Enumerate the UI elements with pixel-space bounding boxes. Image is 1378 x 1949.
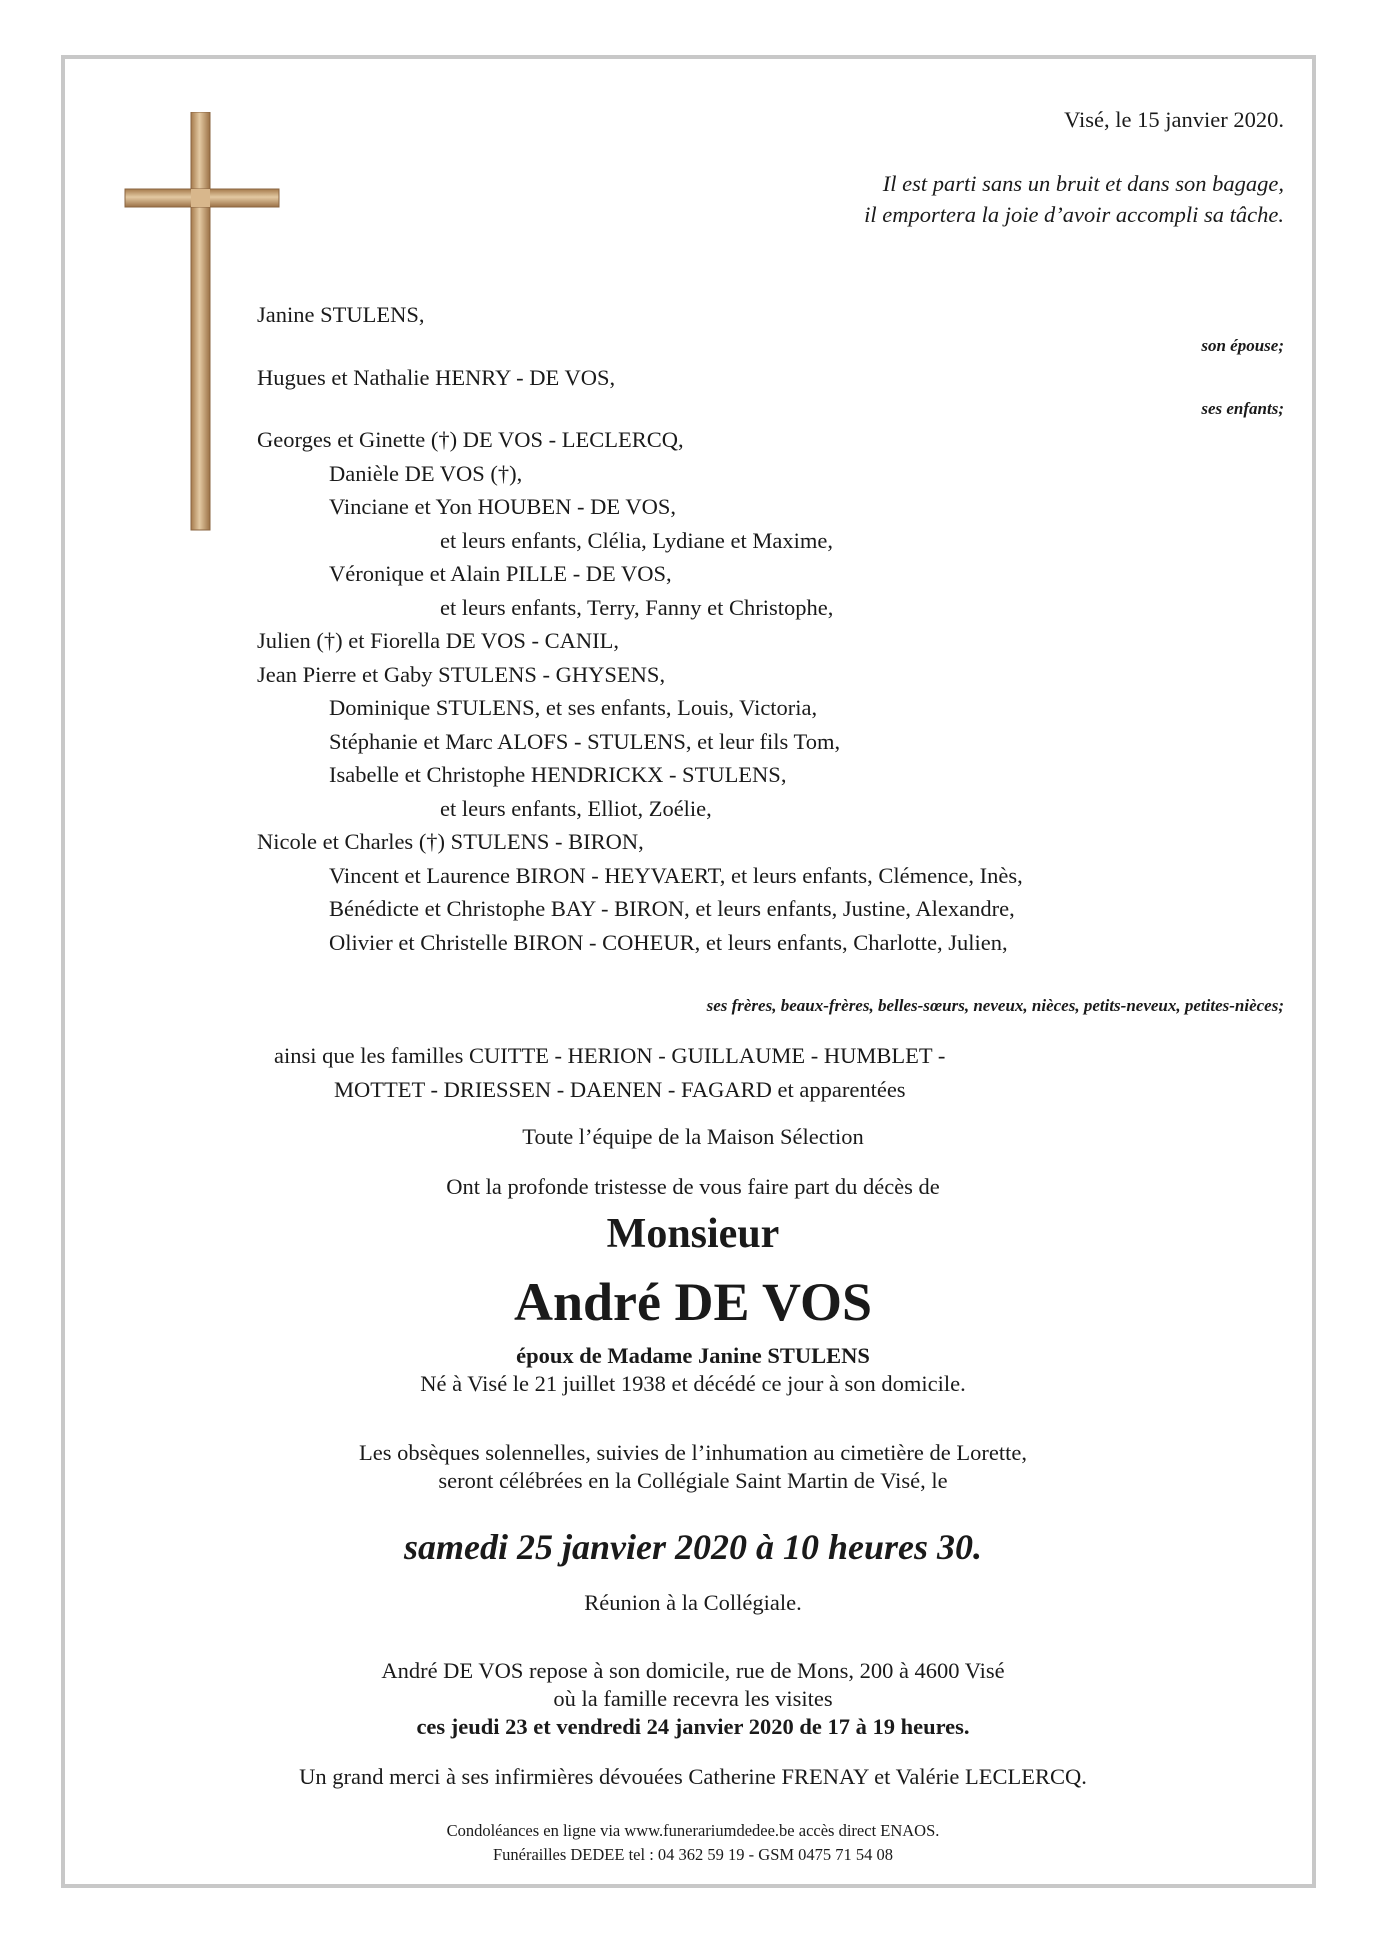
family-line: Isabelle et Christophe HENDRICKX - STULENS, (329, 762, 787, 787)
visitation-dates: ces jeudi 23 et vendredi 24 janvier 2020 de 17 à 19 heures. (416, 1714, 970, 1739)
ceremony-line-2: seront célébrées en la Collégiale Saint Martin de Visé, le (438, 1468, 948, 1493)
family-line: Stéphanie et Marc ALOFS - STULENS, et leur fils Tom, (329, 728, 841, 754)
family-line: Danièle DE VOS (†), (329, 460, 523, 486)
deceased-title: Monsieur (606, 1211, 780, 1257)
deceased-name: André DE VOS (514, 1272, 872, 1332)
family-line: Dominique STULENS, et ses enfants, Louis, Victoria, (329, 695, 818, 720)
siblings-label: ses frères, beaux-frères, belles-sœurs, neveux, nièces, petits-neveux, petites-nièces; (706, 996, 1284, 1015)
families-line-2: MOTTET - DRIESSEN - DAENEN - FAGARD et apparentées (334, 1077, 906, 1102)
condolences-line: Condoléances en ligne via www.funerariumdedee.be accès direct ENAOS. (446, 1821, 940, 1840)
family-line: Vincent et Laurence BIRON - HEYVAERT, et leurs enfants, Clémence, Inès, (329, 862, 1023, 888)
announcement-intro: Ont la profonde tristesse de vous faire part du décès de (446, 1174, 940, 1199)
family-line: et leurs enfants, Clélia, Lydiane et Maxime, (440, 527, 834, 553)
contact-line: Funérailles DEDEE tel : 04 362 59 19 - GSM 0475 71 54 08 (492, 1845, 894, 1864)
visitation-line-1: André DE VOS repose à son domicile, rue de Mons, 200 à 4600 Visé (381, 1658, 1005, 1683)
family-line: Nicole et Charles (†) STULENS - BIRON, (257, 829, 644, 854)
family-line: Julien (†) et Fiorella DE VOS - CANIL, (257, 628, 620, 653)
service-date-time: samedi 25 janvier 2020 à 10 heures 30. (403, 1527, 982, 1567)
quote-line-2: il emportera la joie d’avoir accompli sa tâche. (864, 202, 1284, 227)
meeting-line: Réunion à la Collégiale. (584, 1590, 802, 1615)
family-line: et leurs enfants, Terry, Fanny et Christophe, (440, 594, 834, 620)
family-line: Jean Pierre et Gaby STULENS - GHYSENS, (257, 661, 666, 687)
family-line: Olivier et Christelle BIRON - COHEUR, et leurs enfants, Charlotte, Julien, (329, 929, 1008, 955)
ceremony-line-1: Les obsèques solennelles, suivies de l’inhumation au cimetière de Lorette, (359, 1440, 1027, 1465)
children-label: ses enfants; (1201, 399, 1284, 418)
family-line: Bénédicte et Christophe BAY - BIRON, et leurs enfants, Justine, Alexandre, (329, 896, 1015, 921)
family-line: Georges et Ginette (†) DE VOS - LECLERCQ, (257, 427, 684, 452)
family-line: Vinciane et Yon HOUBEN - DE VOS, (329, 494, 676, 519)
quote-line-1: Il est parti sans un bruit et dans son bagage, (882, 171, 1284, 196)
visitation-line-2: où la famille recevra les visites (553, 1686, 833, 1711)
family-line: et leurs enfants, Elliot, Zoélie, (440, 795, 712, 821)
family-line: Véronique et Alain PILLE - DE VOS, (329, 561, 672, 586)
spouse-name: Janine STULENS, (257, 302, 425, 327)
team-line: Toute l’équipe de la Maison Sélection (522, 1124, 864, 1149)
birth-death-line: Né à Visé le 21 juillet 1938 et décédé ce jour à son domicile. (420, 1371, 966, 1396)
families-line-1: ainsi que les familles CUITTE - HERION - GUILLAUME - HUMBLET - (274, 1043, 946, 1068)
spouse-of-line: époux de Madame Janine STULENS (516, 1343, 870, 1368)
thanks-line: Un grand merci à ses infirmières dévouées Catherine FRENAY et Valérie LECLERCQ. (299, 1764, 1087, 1789)
spouse-label: son épouse; (1201, 336, 1284, 355)
family-list (257, 423, 1023, 959)
date-line: Visé, le 15 janvier 2020. (1064, 107, 1284, 132)
children-names: Hugues et Nathalie HENRY - DE VOS, (257, 365, 616, 390)
